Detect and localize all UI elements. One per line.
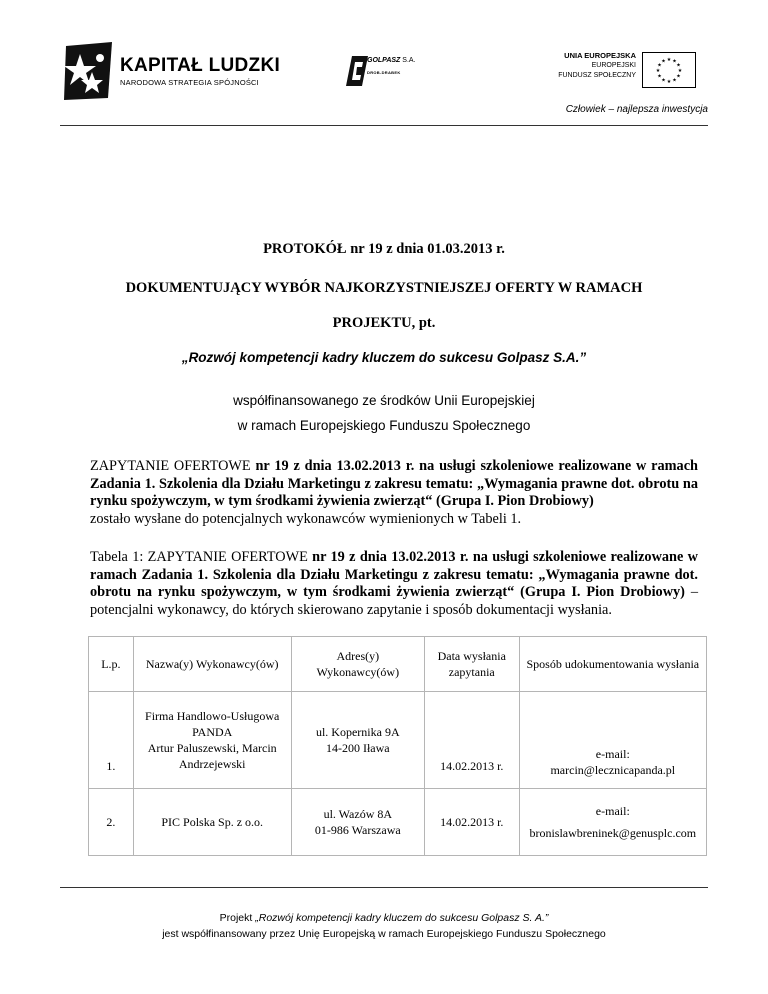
request-paragraph: [90, 458, 698, 528]
method-line: marcin@lecznicapanda.pl: [550, 763, 676, 777]
eu-star-icon: ★: [657, 63, 662, 69]
address-line: 01-986 Warszawa: [314, 823, 401, 837]
footer-prefix: Projekt: [219, 912, 256, 924]
kapital-ludzki-subtitle: NARODOWA STRATEGIA SPÓJNOŚCI: [120, 78, 259, 87]
name-line: Firma Handlowo-Usługowa: [145, 709, 280, 723]
eu-star-icon: ★: [672, 59, 677, 65]
cell-date: 14.02.2013 r.: [424, 692, 519, 789]
golpasz-logo: [346, 56, 416, 88]
table-caption: [90, 549, 698, 619]
eu-star-icon: ★: [666, 58, 672, 63]
project-label: PROJEKTU, pt.: [332, 315, 436, 331]
address-line: ul. Kopernika 9A: [315, 725, 400, 739]
cell-lp: 1.: [89, 692, 134, 789]
project-title: „Rozwój kompetencji kadry kluczem do sukcesu Golpasz S.A.”: [181, 350, 587, 365]
cofinanced-line-2: w ramach Europejskiego Funduszu Społecznego: [237, 418, 531, 433]
eu-line-3: FUNDUSZ SPOŁECZNY: [558, 72, 636, 79]
table-caption-lead: Tabela 1: ZAPYTANIE OFERTOWE: [90, 549, 308, 565]
golpasz-name: GOLPASZ S.A.: [367, 57, 416, 64]
method-line: e-mail:: [595, 804, 630, 818]
header-date: Data wysłania zapytania: [424, 637, 519, 692]
cell-address: [291, 692, 424, 789]
table-header-row: [89, 637, 707, 692]
contractors-table: [88, 636, 707, 856]
footer-project-title: „Rozwój kompetencji kadry kluczem do sukcesu Golpasz S. A.”: [255, 912, 549, 924]
table-row: [89, 692, 707, 789]
request-lead: ZAPYTANIE OFERTOWE: [90, 458, 251, 474]
eu-star-icon: ★: [672, 78, 677, 84]
eu-line-1: UNIA EUROPEJSKA: [564, 51, 636, 60]
header-address: Adres(y) Wykonawcy(ów): [291, 637, 424, 692]
cell-address: [291, 789, 424, 856]
cell-name: PIC Polska Sp. z o.o.: [133, 789, 291, 856]
eu-star-icon: ★: [676, 63, 681, 69]
cell-lp: 2.: [89, 789, 134, 856]
eu-star-icon: ★: [661, 78, 666, 84]
page-header: [0, 0, 768, 130]
eu-star-icon: ★: [676, 74, 681, 80]
protocol-title: PROTOKÓŁ nr 19 z dnia 01.03.2013 r.: [263, 241, 505, 257]
golpasz-subtitle: DROB-DRABEK: [367, 70, 401, 75]
request-tail: zostało wysłane do potencjalnych wykonawców wymienionych w Tabeli 1.: [90, 510, 522, 527]
eu-star-icon: ★: [666, 80, 672, 85]
method-line: e-mail:: [595, 747, 630, 761]
cell-name: [133, 692, 291, 789]
kapital-ludzki-title: KAPITAŁ LUDZKI: [120, 55, 281, 76]
eu-flag-icon: [642, 52, 696, 88]
footer-cofinanced-line: jest współfinansowany przez Unię Europejską w ramach Europejskiego Funduszu Społecznego: [162, 928, 606, 940]
cell-date: 14.02.2013 r.: [424, 789, 519, 856]
address-line: 14-200 Iława: [325, 741, 390, 755]
footer-divider: [60, 887, 708, 888]
eu-logo: [560, 51, 700, 101]
cell-method: [519, 692, 706, 789]
header-method: Sposób udokumentowania wysłania: [519, 637, 706, 692]
eu-text: [558, 51, 636, 81]
kapital-ludzki-emblem-icon: [62, 42, 114, 102]
method-line: bronislawbreninek@genusplc.com: [529, 826, 697, 840]
eu-star-icon: ★: [657, 74, 662, 80]
table-row: [89, 789, 707, 856]
golpasz-emblem-icon: [346, 56, 368, 86]
table-caption-tail: – potencjalni wykonawcy, do których skierowano zapytanie i sposób dokumentacji wysłania.: [90, 584, 698, 618]
kapital-ludzki-logo: [62, 42, 281, 102]
eu-star-icon: ★: [677, 69, 683, 74]
name-line: Artur Paluszewski, Marcin Andrzejewski: [147, 741, 277, 771]
eu-star-icon: ★: [661, 59, 666, 65]
name-line: PANDA: [192, 725, 233, 739]
header-divider: [60, 125, 708, 126]
cofinanced-line-1: współfinansowanego ze środków Unii Europejskiej: [233, 393, 535, 408]
header-motto: Człowiek – najlepsza inwestycja: [565, 104, 708, 115]
eu-star-icon: ★: [655, 69, 661, 74]
footer-project-line: [0, 912, 768, 924]
request-bold-text: nr 19 z dnia 13.02.2013 r. na usługi szkoleniowe realizowane w ramach Zadania 1. Szkolenia dla Działu Marketingu z zakresu tematu: „Wymagania prawne dot. obrotu na rynku spożywczym, w tym środkami żywienia zwierząt“ (Grupa I. Pion Drobiowy): [90, 458, 699, 509]
document-heading: DOKUMENTUJĄCY WYBÓR NAJKORZYSTNIEJSZEJ OFERTY W RAMACH: [125, 280, 643, 296]
header-name: Nazwa(y) Wykonawcy(ów): [133, 637, 291, 692]
address-line: ul. Wazów 8A: [323, 807, 393, 821]
cell-method: [519, 789, 706, 856]
header-lp: L.p.: [89, 637, 134, 692]
eu-line-2: EUROPEJSKI: [591, 62, 636, 69]
table-caption-bold: nr 19 z dnia 13.02.2013 r. na usługi szkoleniowe realizowane w ramach Zadania 1. Szkolenia dla Działu Marketingu z zakresu tematu: „Wymagania prawne dot. obrotu na rynku spożywczym, w tym środkami żywienia zwierząt“ (Grupa I. Pion Drobiowy): [90, 549, 699, 600]
